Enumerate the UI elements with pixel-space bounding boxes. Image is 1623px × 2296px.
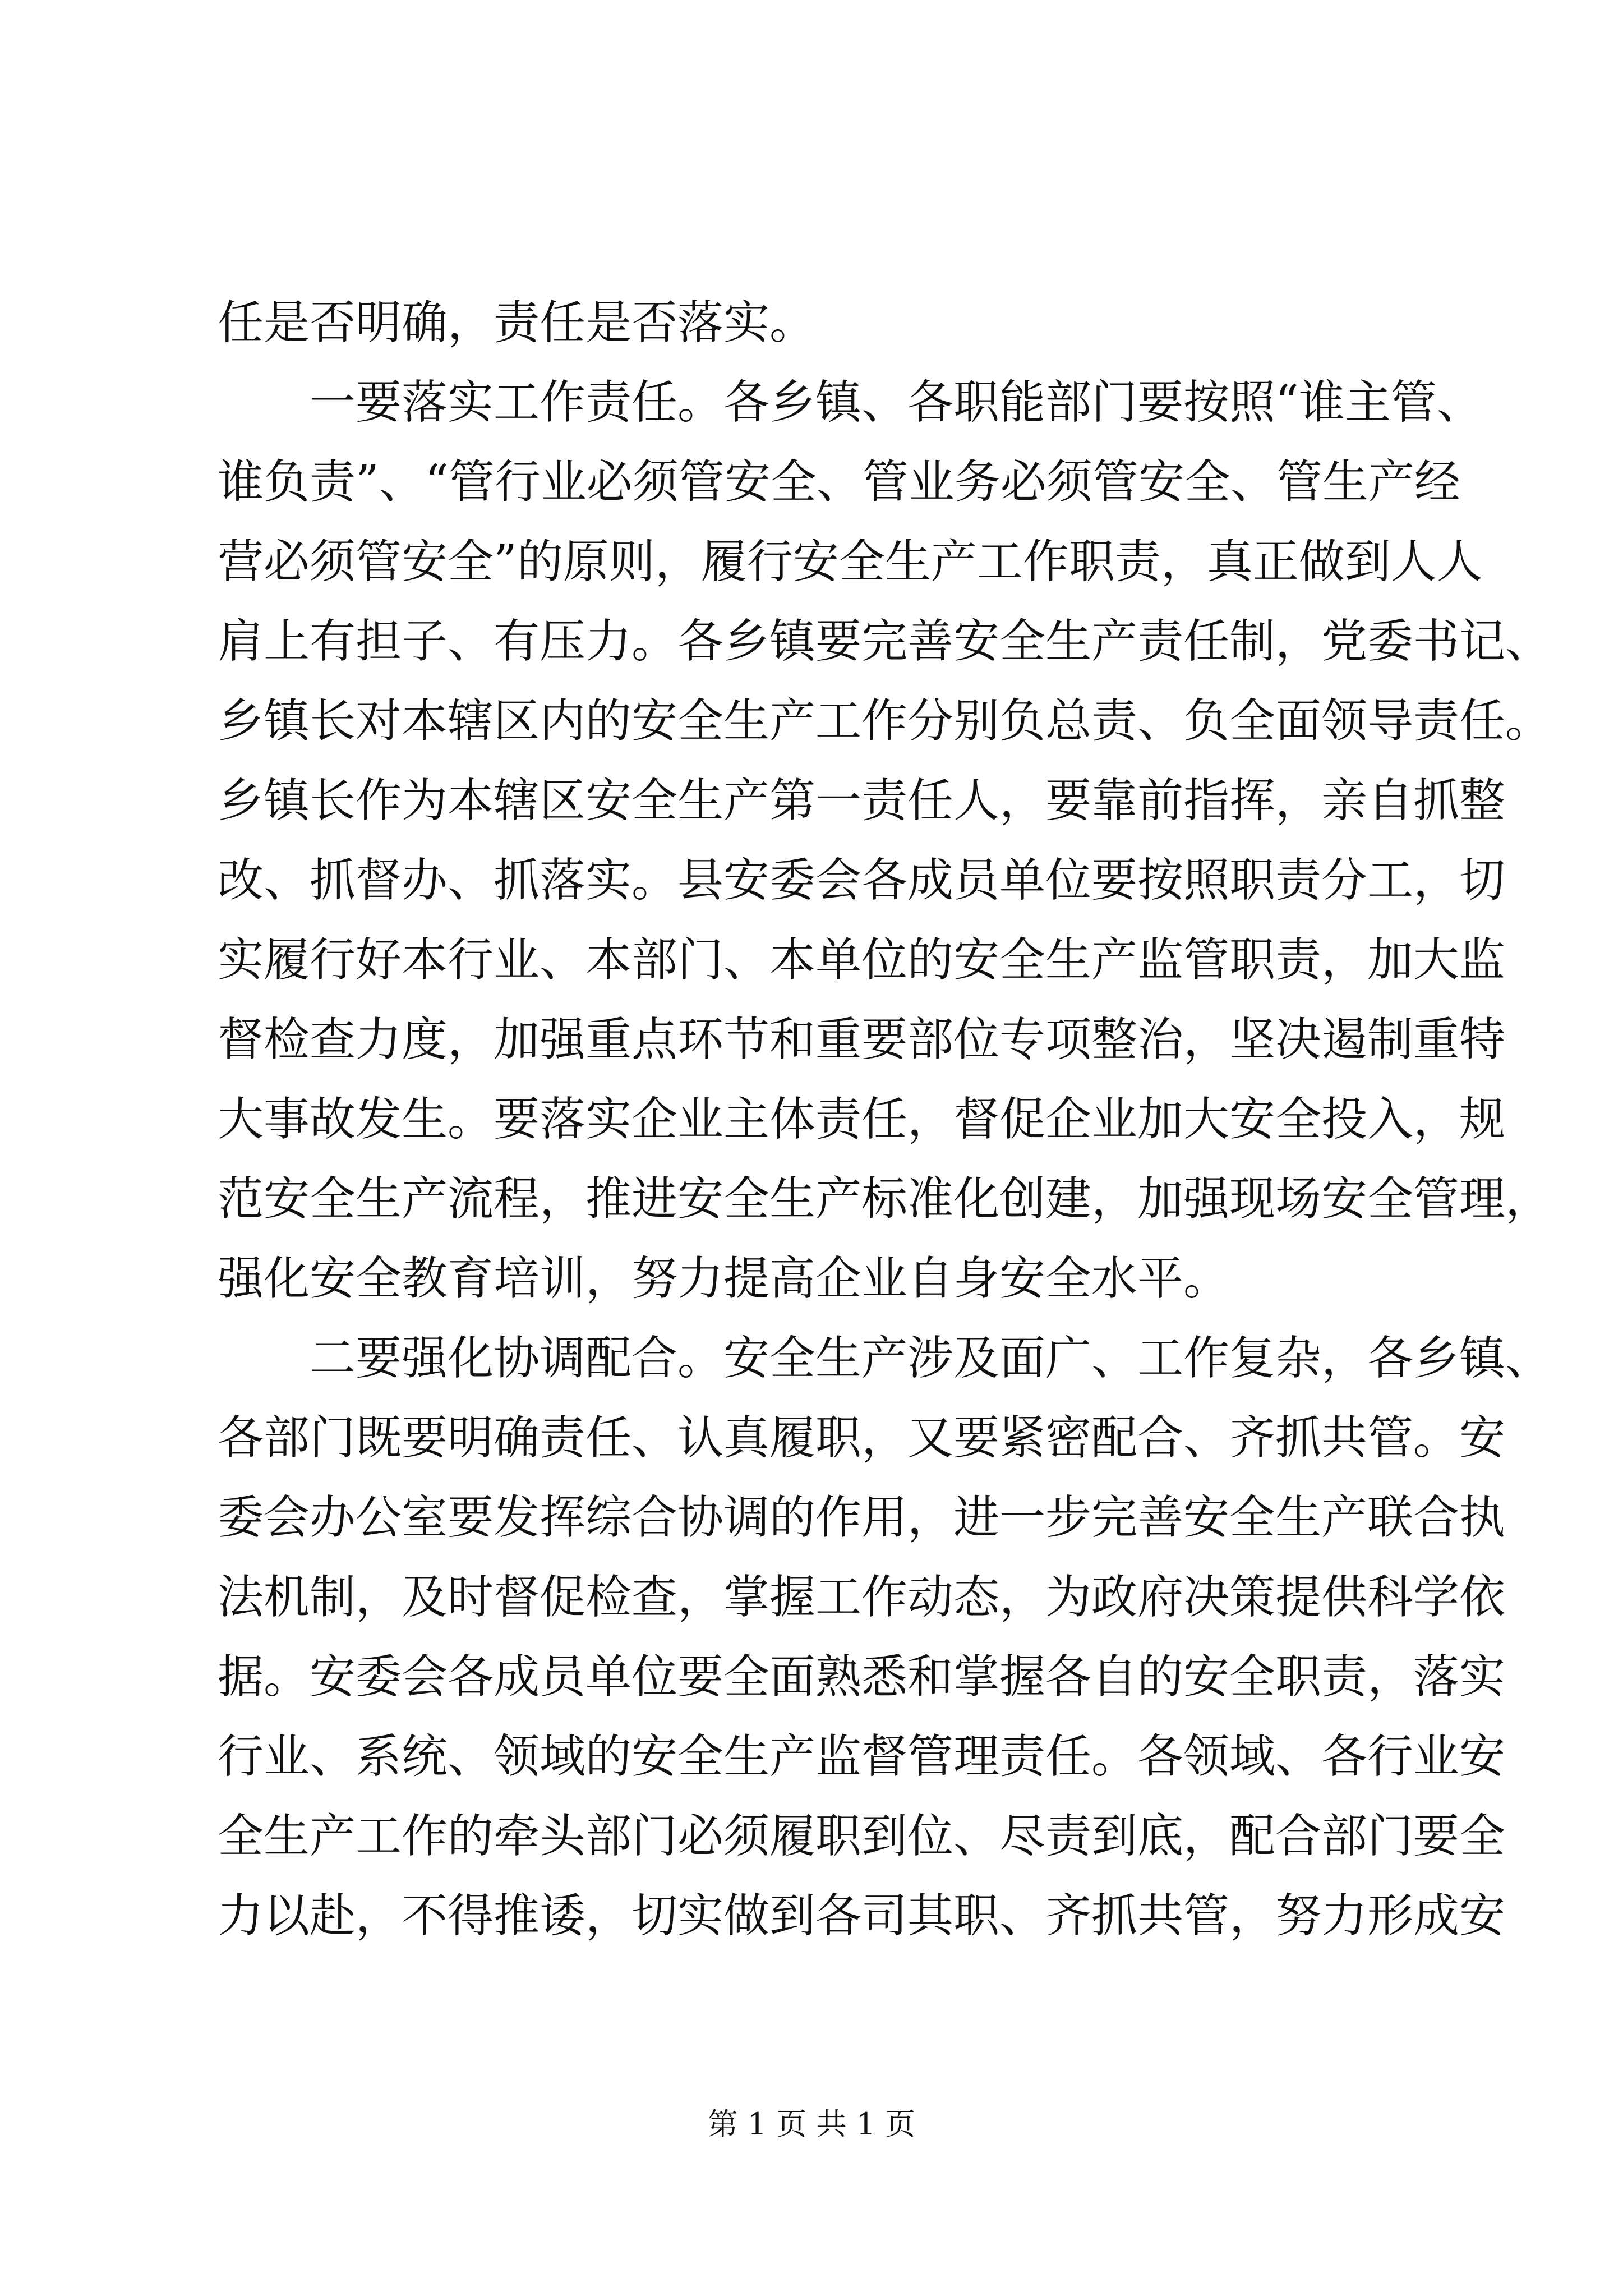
text-line: 改、抓督办、抓落实。县安委会各成员单位要按照职责分工，切 [218, 854, 1506, 907]
text-line: 实履行好本行业、本部门、本单位的安全生产监管职责，加大监 [218, 933, 1506, 987]
text-line: 二要强化协调配合。安全生产涉及面广、工作复杂，各乡镇、 [310, 1332, 1552, 1385]
text-line: 谁负责”、“管行业必须管安全、管业务必须管安全、管生产经 [218, 455, 1460, 509]
text-line: 全生产工作的牵头部门必须履职到位、尽责到底，配合部门要全 [218, 1810, 1506, 1863]
text-line: 肩上有担子、有压力。各乡镇要完善安全生产责任制，党委书记、 [218, 615, 1552, 668]
text-line: 营必须管安全”的原则，履行安全生产工作职责，真正做到人人 [218, 535, 1483, 588]
text-line: 任是否明确，责任是否落实。 [218, 296, 816, 349]
text-line: 据。安委会各成员单位要全面熟悉和掌握各自的安全职责，落实 [218, 1650, 1506, 1704]
page-footer [0, 2105, 1623, 2144]
text-line: 范安全生产流程，推进安全生产标准化创建，加强现场安全管理， [218, 1172, 1552, 1226]
text-line: 乡镇长对本辖区内的安全生产工作分别负总责、负全面领导责任。 [218, 694, 1552, 748]
document-body [218, 283, 1552, 1956]
text-line: 督检查力度，加强重点环节和重要部位专项整治，坚决遏制重特 [218, 1013, 1506, 1066]
text-line: 力以赴，不得推诿，切实做到各司其职、齐抓共管，努力形成安 [218, 1889, 1506, 1943]
text-line: 行业、系统、领域的安全生产监督管理责任。各领域、各行业安 [218, 1730, 1506, 1783]
page-number-label: 第 1 页 共 1 页 [707, 2106, 916, 2142]
text-line: 委会办公室要发挥综合协调的作用，进一步完善安全生产联合执 [218, 1491, 1506, 1544]
text-line: 各部门既要明确责任、认真履职，又要紧密配合、齐抓共管。安 [218, 1411, 1506, 1465]
text-line: 一要落实工作责任。各乡镇、各职能部门要按照“谁主管、 [310, 376, 1483, 429]
text-line: 乡镇长作为本辖区安全生产第一责任人，要靠前指挥，亲自抓整 [218, 774, 1506, 827]
text-line: 强化安全教育培训，努力提高企业自身安全水平。 [218, 1252, 1230, 1305]
text-line: 法机制，及时督促检查，掌握工作动态，为政府决策提供科学依 [218, 1571, 1506, 1624]
text-line: 大事故发生。要落实企业主体责任，督促企业加大安全投入，规 [218, 1093, 1506, 1146]
